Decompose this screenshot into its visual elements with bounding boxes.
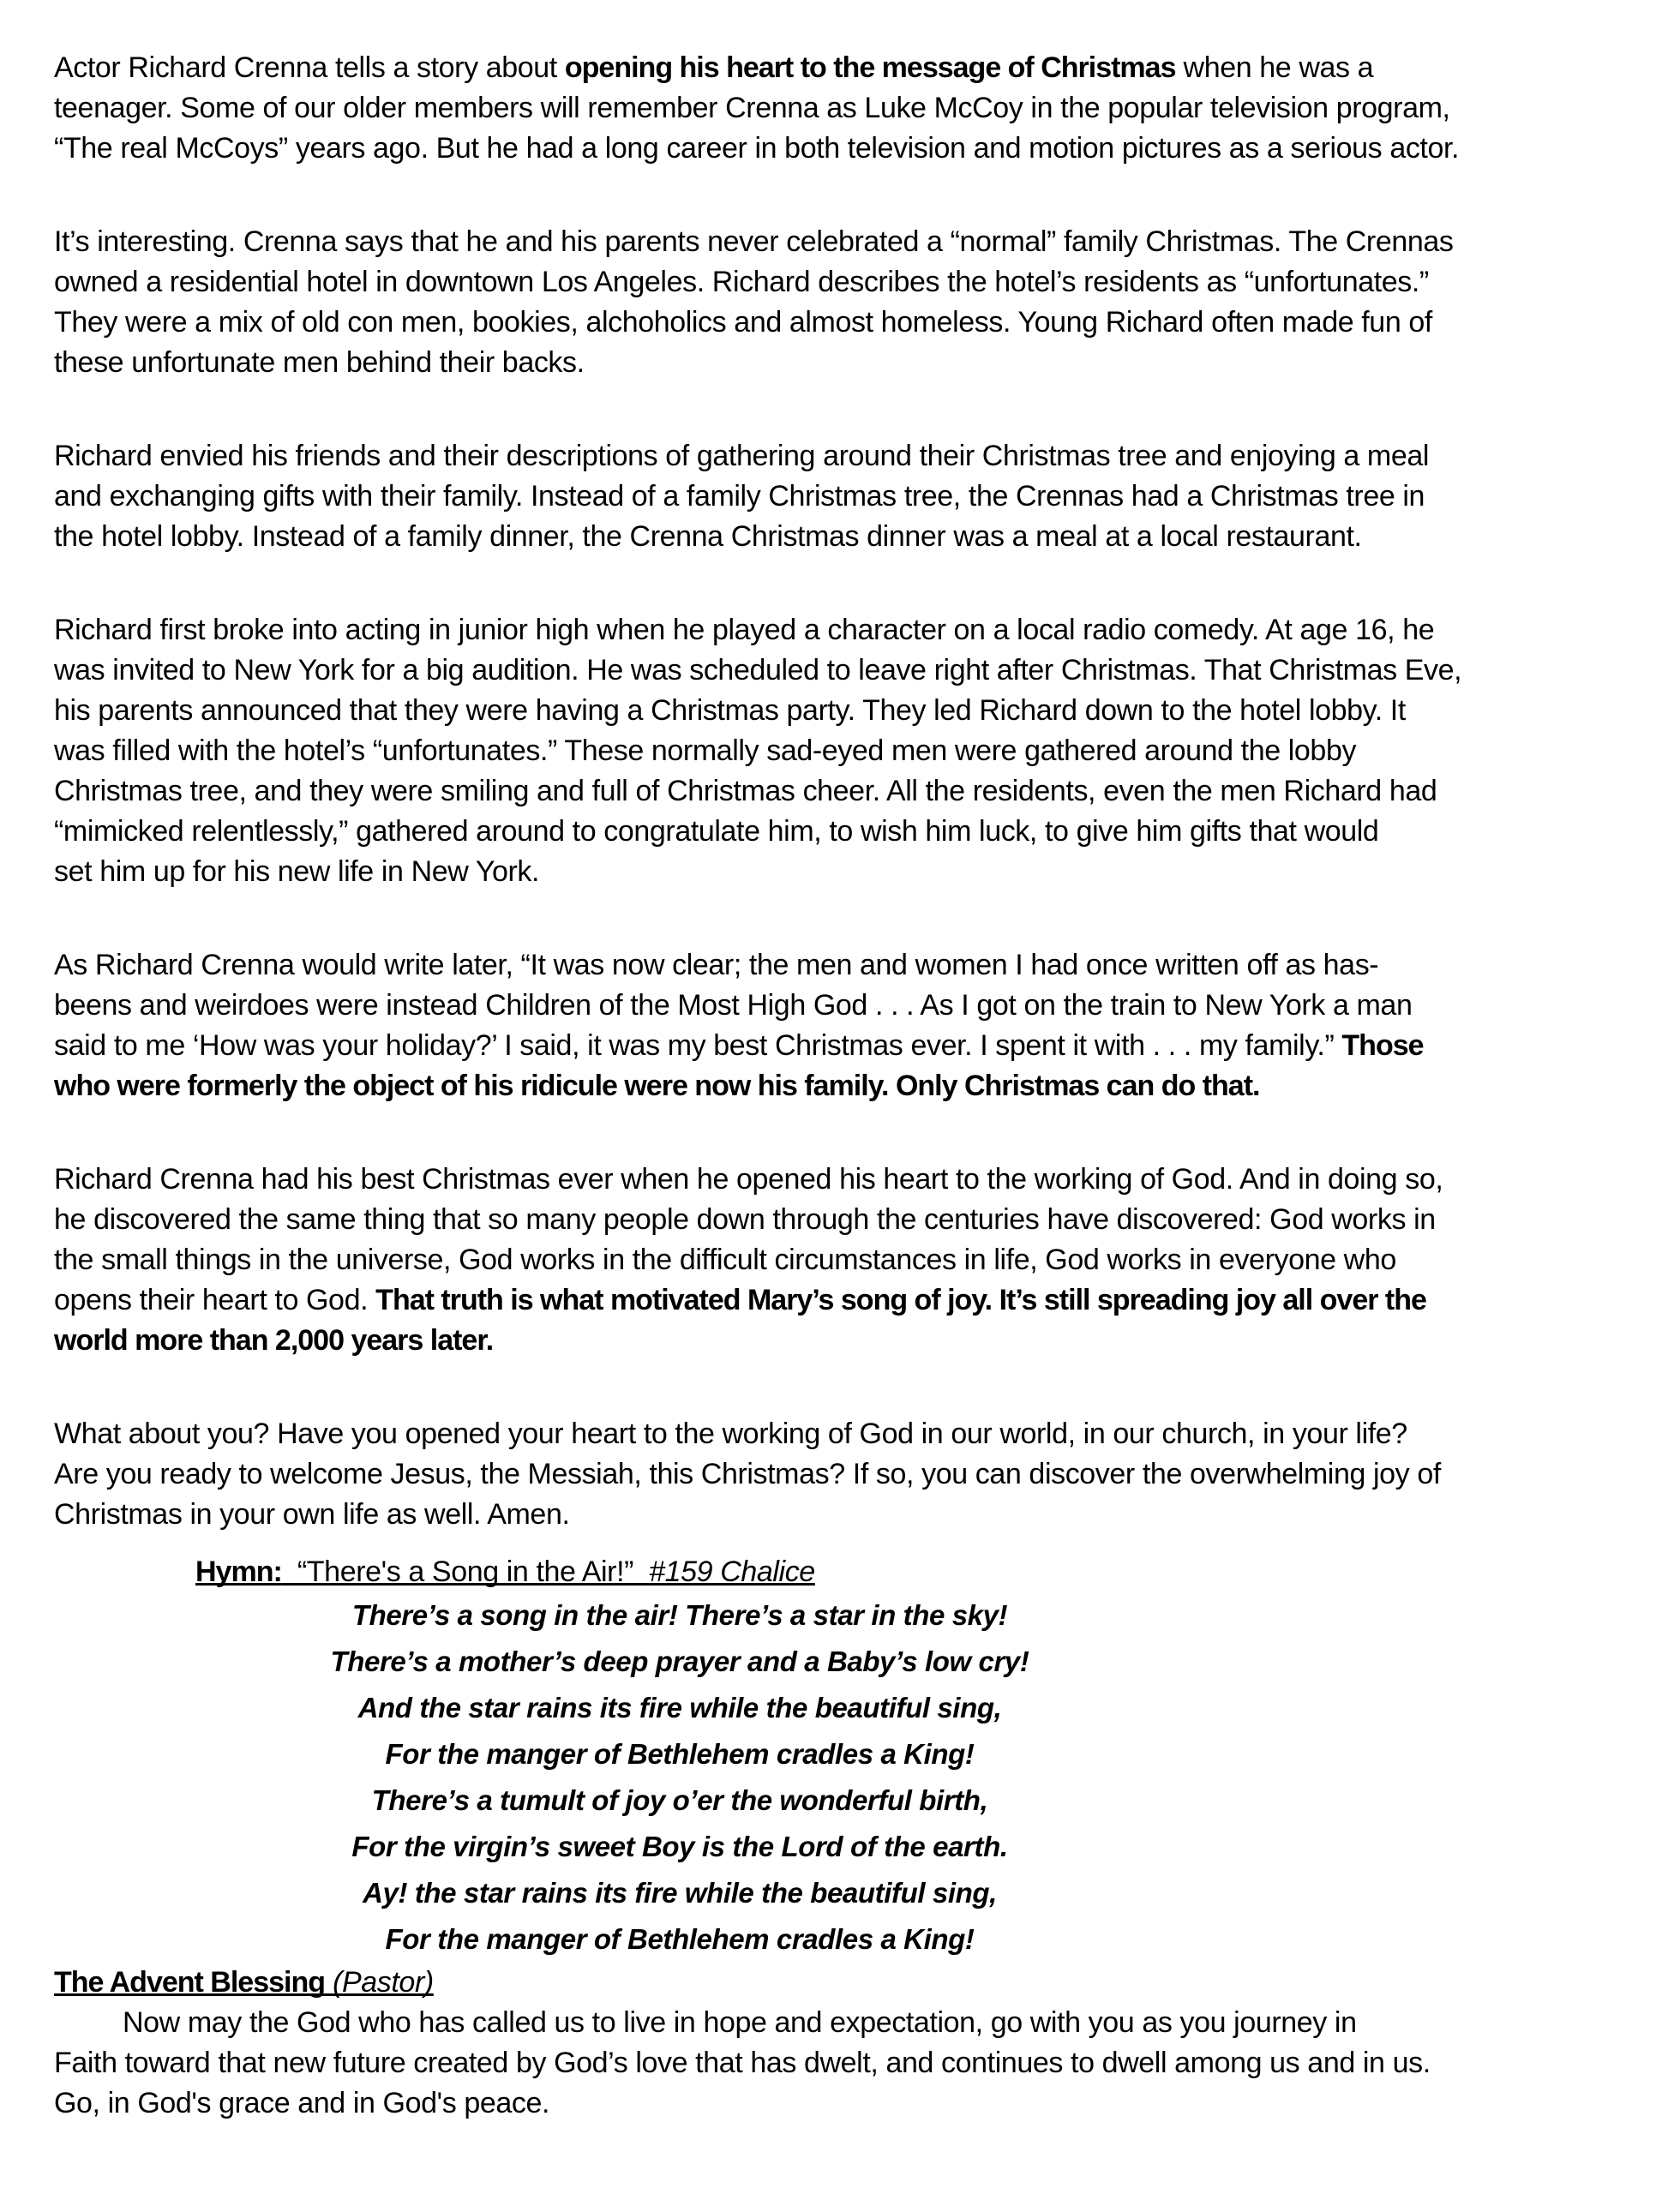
text-line bbox=[54, 731, 1632, 771]
text-run: world more than 2,000 years later. bbox=[54, 1324, 494, 1357]
text-run: who were formerly the object of his ridicule were now his family. Only Christmas can do that. bbox=[54, 1070, 1260, 1102]
hymn-verse bbox=[54, 1592, 1305, 1963]
text-run: was invited to New York for a big audition. He was scheduled to leave right after Christmas. That Christmas Eve, bbox=[54, 654, 1462, 686]
text-run: Go, in God's grace and in God's peace. bbox=[54, 2087, 550, 2119]
blessing-paragraph bbox=[54, 2003, 1632, 2124]
text-line bbox=[54, 1066, 1632, 1106]
text-run: Christmas tree, and they were smiling and full of Christmas cheer. All the residents, even the men Richard had bbox=[54, 775, 1437, 807]
text-line bbox=[54, 1454, 1632, 1495]
text-line bbox=[54, 222, 1632, 262]
text-run: Faith toward that new future created by God’s love that has dwelt, and continues to dwell among us and in us. bbox=[54, 2047, 1431, 2079]
text-run: these unfortunate men behind their backs. bbox=[54, 346, 585, 379]
text-line bbox=[54, 2043, 1632, 2083]
text-run: he discovered the same thing that so many people down through the centuries have discovered: God works in bbox=[54, 1203, 1436, 1236]
text-line bbox=[54, 262, 1632, 303]
text-line bbox=[54, 852, 1632, 892]
text-line bbox=[54, 812, 1632, 852]
text-run: What about you? Have you opened your heart to the working of God in our world, in our church, in your life? bbox=[54, 1418, 1407, 1450]
text-run: There’s a mother’s deep prayer and a Baby’s low cry! bbox=[330, 1646, 1029, 1677]
text-line bbox=[54, 1639, 1305, 1685]
text-run: the hotel lobby. Instead of a family dinner, the Crenna Christmas dinner was a meal at a local restaurant. bbox=[54, 520, 1362, 553]
text-line bbox=[54, 436, 1632, 477]
text-line bbox=[54, 1731, 1305, 1777]
text-run: Richard first broke into acting in junior high when he played a character on a local radio comedy. At age 16, he bbox=[54, 614, 1435, 646]
paragraph-5 bbox=[54, 945, 1632, 1106]
text-line bbox=[54, 610, 1632, 650]
text-run: Are you ready to welcome Jesus, the Messiah, this Christmas? If so, you can discover the overwhelming joy of bbox=[54, 1458, 1441, 1490]
text-line bbox=[54, 691, 1632, 731]
text-line bbox=[54, 1495, 1632, 1535]
text-line bbox=[54, 1200, 1632, 1240]
text-run bbox=[325, 1966, 333, 1999]
text-run: Ay! the star rains its fire while the beautiful sing, bbox=[363, 1877, 997, 1909]
text-run: Hymn: bbox=[195, 1556, 282, 1588]
text-line bbox=[54, 650, 1632, 691]
text-run: opening his heart to the message of Christmas bbox=[564, 51, 1176, 84]
text-run: Richard envied his friends and their descriptions of gathering around their Christmas tree and enjoying a meal bbox=[54, 440, 1430, 472]
text-line bbox=[54, 1777, 1305, 1824]
text-line bbox=[54, 1414, 1632, 1454]
text-run: said to me ‘How was your holiday?’ I said, it was my best Christmas ever. I spent it with . . . my family.” bbox=[54, 1029, 1342, 1062]
text-run: Christmas in your own life as well. Amen. bbox=[54, 1498, 570, 1531]
text-run: his parents announced that they were having a Christmas party. They led Richard down to the hotel lobby. It bbox=[54, 694, 1406, 727]
text-run: owned a residential hotel in downtown Los Angeles. Richard describes the hotel’s residents as “unfortunates.” bbox=[54, 266, 1429, 298]
text-line bbox=[54, 517, 1632, 557]
text-run: It’s interesting. Crenna says that he and his parents never celebrated a “normal” family Christmas. The Crennas bbox=[54, 225, 1454, 258]
text-run: set him up for his new life in New York. bbox=[54, 855, 540, 888]
text-line bbox=[54, 945, 1632, 986]
text-run: For the manger of Bethlehem cradles a King! bbox=[385, 1923, 975, 1955]
text-run: when he was a bbox=[1175, 51, 1374, 84]
text-run: opens their heart to God. bbox=[54, 1284, 376, 1316]
text-line bbox=[54, 2003, 1632, 2043]
text-run: beens and weirdoes were instead Children of the Most High God . . . As I got on the train to New York a man bbox=[54, 989, 1413, 1022]
text-run: And the star rains its fire while the beautiful sing, bbox=[357, 1692, 1002, 1723]
text-run: That truth is what motivated Mary’s song of joy. It’s still spreading joy all over the bbox=[375, 1284, 1426, 1316]
text-run: Now may the God who has called us to live in hope and expectation, go with you as you journey in bbox=[123, 2006, 1357, 2039]
text-line bbox=[54, 1685, 1305, 1731]
text-line bbox=[54, 986, 1632, 1026]
text-line bbox=[54, 477, 1632, 517]
text-line bbox=[54, 303, 1632, 343]
text-line bbox=[54, 1026, 1632, 1066]
text-line bbox=[54, 1592, 1305, 1639]
paragraph-3 bbox=[54, 436, 1632, 557]
text-run: #159 Chalice bbox=[649, 1556, 815, 1588]
text-line bbox=[54, 771, 1632, 812]
text-run: was filled with the hotel’s “unfortunates.” These normally sad-eyed men were gathered around the lobby bbox=[54, 734, 1357, 767]
text-line bbox=[195, 1552, 1632, 1592]
text-run: There’s a tumult of joy o’er the wonderful birth, bbox=[371, 1784, 988, 1816]
text-run: teenager. Some of our older members will remember Crenna as Luke McCoy in the popular television program, bbox=[54, 92, 1450, 124]
text-line bbox=[54, 343, 1632, 383]
paragraph-1 bbox=[54, 48, 1632, 169]
text-line bbox=[54, 1963, 1632, 2003]
text-line bbox=[54, 1160, 1632, 1200]
text-line bbox=[54, 1240, 1632, 1280]
text-run: “The real McCoys” years ago. But he had a long career in both television and motion pictures as a serious actor. bbox=[54, 132, 1460, 165]
text-run: Actor Richard Crenna tells a story about bbox=[54, 51, 565, 84]
text-run: and exchanging gifts with their family. Instead of a family Christmas tree, the Crennas had a Christmas tree in bbox=[54, 480, 1425, 513]
text-run: They were a mix of old con men, bookies, alchoholics and almost homeless. Young Richard often made fun of bbox=[54, 306, 1432, 339]
text-run: There’s a song in the air! There’s a star in the sky! bbox=[351, 1599, 1008, 1631]
hymn-heading bbox=[195, 1552, 1632, 1592]
text-run: The Advent Blessing bbox=[54, 1966, 326, 1999]
text-line bbox=[54, 1280, 1632, 1321]
text-run: Those bbox=[1341, 1029, 1424, 1062]
paragraph-4 bbox=[54, 610, 1632, 892]
text-run: Richard Crenna had his best Christmas ever when he opened his heart to the working of God. And in doing so, bbox=[54, 1163, 1443, 1196]
text-line bbox=[54, 1824, 1305, 1870]
text-line bbox=[54, 1870, 1305, 1916]
text-line bbox=[54, 88, 1632, 129]
text-run: (Pastor) bbox=[333, 1966, 434, 1999]
text-run: the small things in the universe, God works in the difficult circumstances in life, God works in everyone who bbox=[54, 1244, 1396, 1276]
text-line bbox=[54, 1916, 1305, 1963]
advent-blessing-heading bbox=[54, 1963, 1632, 2003]
text-line bbox=[54, 1321, 1632, 1361]
text-run: For the manger of Bethlehem cradles a King! bbox=[385, 1738, 975, 1770]
paragraph-7 bbox=[54, 1414, 1632, 1535]
text-run: “There's a Song in the Air!” bbox=[281, 1556, 650, 1588]
text-run: For the virgin’s sweet Boy is the Lord of the earth. bbox=[351, 1831, 1008, 1862]
text-line bbox=[54, 48, 1632, 88]
paragraph-6 bbox=[54, 1160, 1632, 1361]
text-line bbox=[54, 129, 1632, 169]
paragraph-2 bbox=[54, 222, 1632, 383]
text-run: As Richard Crenna would write later, “It was now clear; the men and women I had once written off as has- bbox=[54, 949, 1379, 981]
text-run: “mimicked relentlessly,” gathered around to congratulate him, to wish him luck, to give him gifts that would bbox=[54, 815, 1379, 848]
text-line bbox=[54, 2083, 1632, 2124]
